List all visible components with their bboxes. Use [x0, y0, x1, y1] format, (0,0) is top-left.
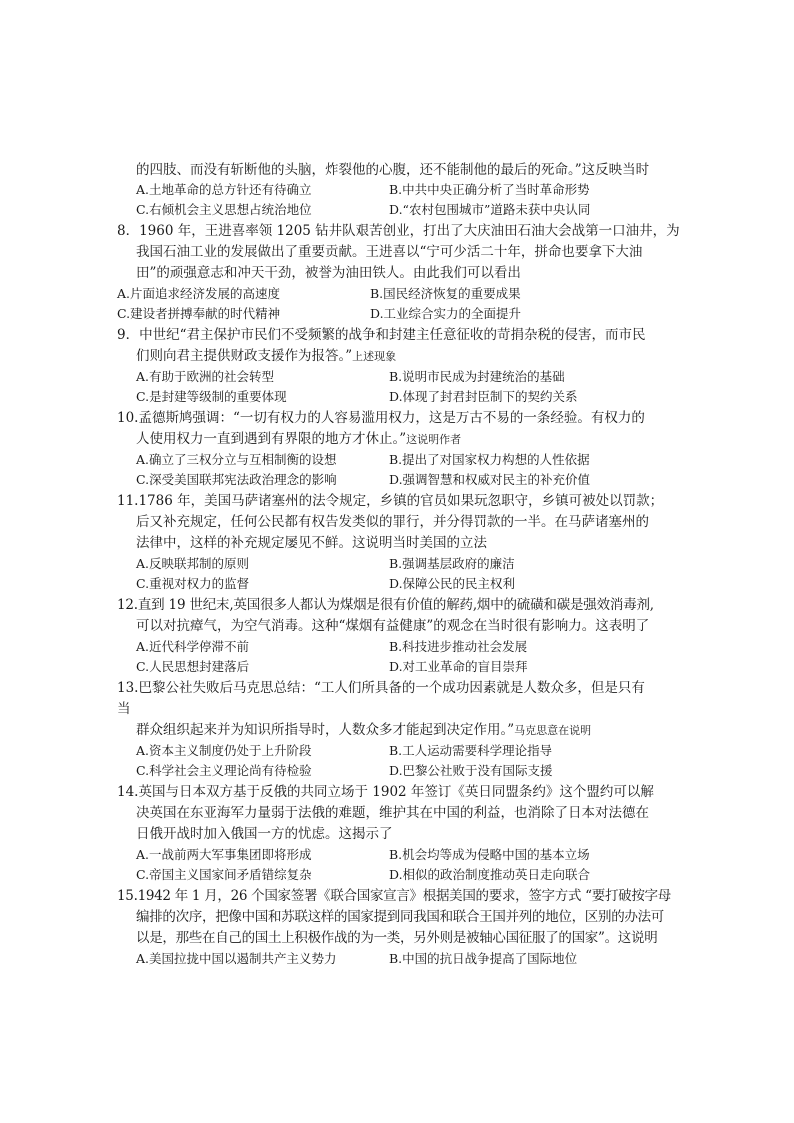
q15-text-line: 编排的次序，把像中国和苏联这样的国家提到同我国和联合王国并列的地位，区别的办法可 [136, 909, 664, 925]
q10-option-b: B.提出了对国家权力构想的人性依据 [389, 452, 590, 467]
q13-option-d: D.巴黎公社败于没有国际支援 [389, 763, 553, 778]
q13-option-c: C.科学社会主义理论尚有待检验 [136, 763, 312, 778]
q11-option-a: A.反映联邦制的原则 [136, 556, 250, 571]
q12-text-line: 12.直到 19 世纪末,英国很多人都认为煤烟是很有价值的解药,烟中的硫磺和碳是强效消毒剂, [117, 597, 654, 613]
q15-option-b: B.中国的抗日战争提高了国际地位 [389, 951, 578, 966]
q12-option-d: D.对工业革命的盲目崇拜 [389, 659, 528, 674]
q8-text-line: 我国石油工业的发展做出了重要贡献。王进喜以“宁可少活二十年，拼命也要拿下大油 [136, 244, 643, 260]
q10-lead: 这说明作者 [406, 433, 462, 446]
q10-option-c: C.深受美国联邦宪法政治理念的影响 [136, 472, 337, 487]
q12-option-a: A.近代科学停滞不前 [136, 639, 250, 654]
q15-option-a: A.美国拉拢中国以遏制共产主义势力 [136, 951, 337, 966]
q8-option-a: A.片面追求经济发展的高速度 [117, 286, 281, 301]
q13-text-line: 13.巴黎公社失败后马克思总结：“工人们所具备的一个成功因素就是人数众多，但是只有 [117, 680, 645, 696]
q14-text-line: 日俄开战时加入俄国一方的忧虑。这揭示了 [136, 826, 393, 842]
q11-text-line: 法律中，这样的补充规定屡见不鲜。这说明当时美国的立法 [136, 535, 487, 551]
q9-option-a: A.有助于欧洲的社会转型 [136, 369, 275, 384]
q13-lead: 马克思意在说明 [514, 724, 592, 737]
q13-text-line [136, 720, 591, 740]
q9-lead: 上述现象 [352, 350, 397, 363]
q7-option-b: B.中共中央正确分析了当时革命形势 [389, 182, 590, 197]
q11-option-d: D.保障公民的民主权利 [389, 576, 516, 591]
q7-option-a: A.土地革命的总方针还有待确立 [136, 182, 312, 197]
q11-option-c: C.重视对权力的监督 [136, 576, 250, 591]
q7-option-d: D.“农村包围城市”道路未获中央认同 [389, 202, 591, 217]
q7-option-c: C.右倾机会主义思想占统治地位 [136, 202, 312, 217]
q10-text-line [136, 429, 461, 449]
q10-quote: 人使用权力一直到遇到有界限的地方才休止。” [136, 431, 407, 447]
q14-text-line: 决英国在东亚海军力量弱于法俄的难题，维护其在中国的利益，也消除了日本对法德在 [136, 805, 649, 821]
q14-option-b: B.机会均等成为侵略中国的基本立场 [389, 847, 590, 862]
q14-option-a: A.一战前两大军事集团即将形成 [136, 847, 312, 862]
q14-option-d: D.相似的政治制度推动英日走向联合 [389, 867, 591, 882]
q8-option-b: B.国民经济恢复的重要成果 [370, 286, 521, 301]
q11-option-b: B.强调基层政府的廉洁 [389, 556, 515, 571]
q10-option-a: A.确立了三权分立与互相制衡的设想 [136, 452, 337, 467]
q9-option-c: C.是封建等级制的重要体现 [136, 389, 287, 404]
q7-text-line: 的四肢、而没有斩断他的头脑，炸裂他的心腹，还不能制他的最后的死命。”这反映当时 [136, 162, 650, 178]
q11-text-line: 后又补充规定，任何公民都有权告发类似的罪行，并分得罚款的一半。在马萨诸塞州的 [136, 514, 649, 530]
q9-text-line [136, 346, 396, 366]
q14-text-line: 14.英国与日本双方基于反俄的共同立场于 1902 年签订《英日同盟条约》这个盟约可以解 [117, 784, 654, 800]
q8-text-line: 8．1960 年，王进喜率领 1205 钻井队艰苦创业，打出了大庆油田石油大会战第一口油井，为 [117, 223, 680, 239]
q15-text-line: 以是，那些在自己的国土上积极作战的为一类，另外则是被轴心国征服了的国家”。这说明 [136, 930, 658, 946]
q10-option-d: D.强调智慧和权威对民主的补充价值 [389, 472, 591, 487]
q10-text-line: 10.孟德斯鸠强调：“一切有权力的人容易滥用权力，这是万古不易的一条经验。有权力的 [117, 410, 645, 426]
q8-option-d: D.工业综合实力的全面提升 [370, 306, 522, 321]
q9-option-d: D.体现了封君封臣制下的契约关系 [389, 389, 578, 404]
q9-option-b: B.说明市民成为封建统治的基础 [389, 369, 565, 384]
q13-option-a: A.资本主义制度仍处于上升阶段 [136, 743, 312, 758]
q14-option-c: C.帝国主义国家间矛盾错综复杂 [136, 867, 312, 882]
q12-option-c: C.人民思想封建落后 [136, 659, 250, 674]
q13-quote: 群众组织起来并为知识所指导时，人数众多才能起到决定作用。” [136, 722, 515, 738]
q12-text-line: 可以对抗瘴气，为空气消毒。这种“煤烟有益健康”的观念在当时很有影响力。这表明了 [136, 618, 650, 634]
q13-text-line: 当 [117, 701, 131, 717]
q12-option-b: B.科技进步推动社会发展 [389, 639, 528, 654]
q9-quote: 们则向君主提供财政支援作为报答。” [136, 348, 353, 364]
q11-text-line: 11.1786 年，美国马萨诸塞州的法令规定，乡镇的官员如果玩忽职守，乡镇可被处以罚款； [117, 493, 664, 509]
q15-text-line: 15.1942 年 1 月，26 个国家签署《联合国家宣言》根据美国的要求，签字方式 “要打破按字母 [117, 888, 671, 904]
q8-option-c: C.建设者拼搏奉献的时代精神 [117, 306, 281, 321]
q9-text-line: 9．中世纪“君主保护市民们不受频繁的战争和封建主任意征收的苛捐杂税的侵害，而市民 [117, 327, 646, 343]
q8-text-line: 田”的顽强意志和冲天干劲，被誉为油田铁人。由此我们可以看出 [136, 265, 521, 281]
q13-option-b: B.工人运动需要科学理论指导 [389, 743, 553, 758]
